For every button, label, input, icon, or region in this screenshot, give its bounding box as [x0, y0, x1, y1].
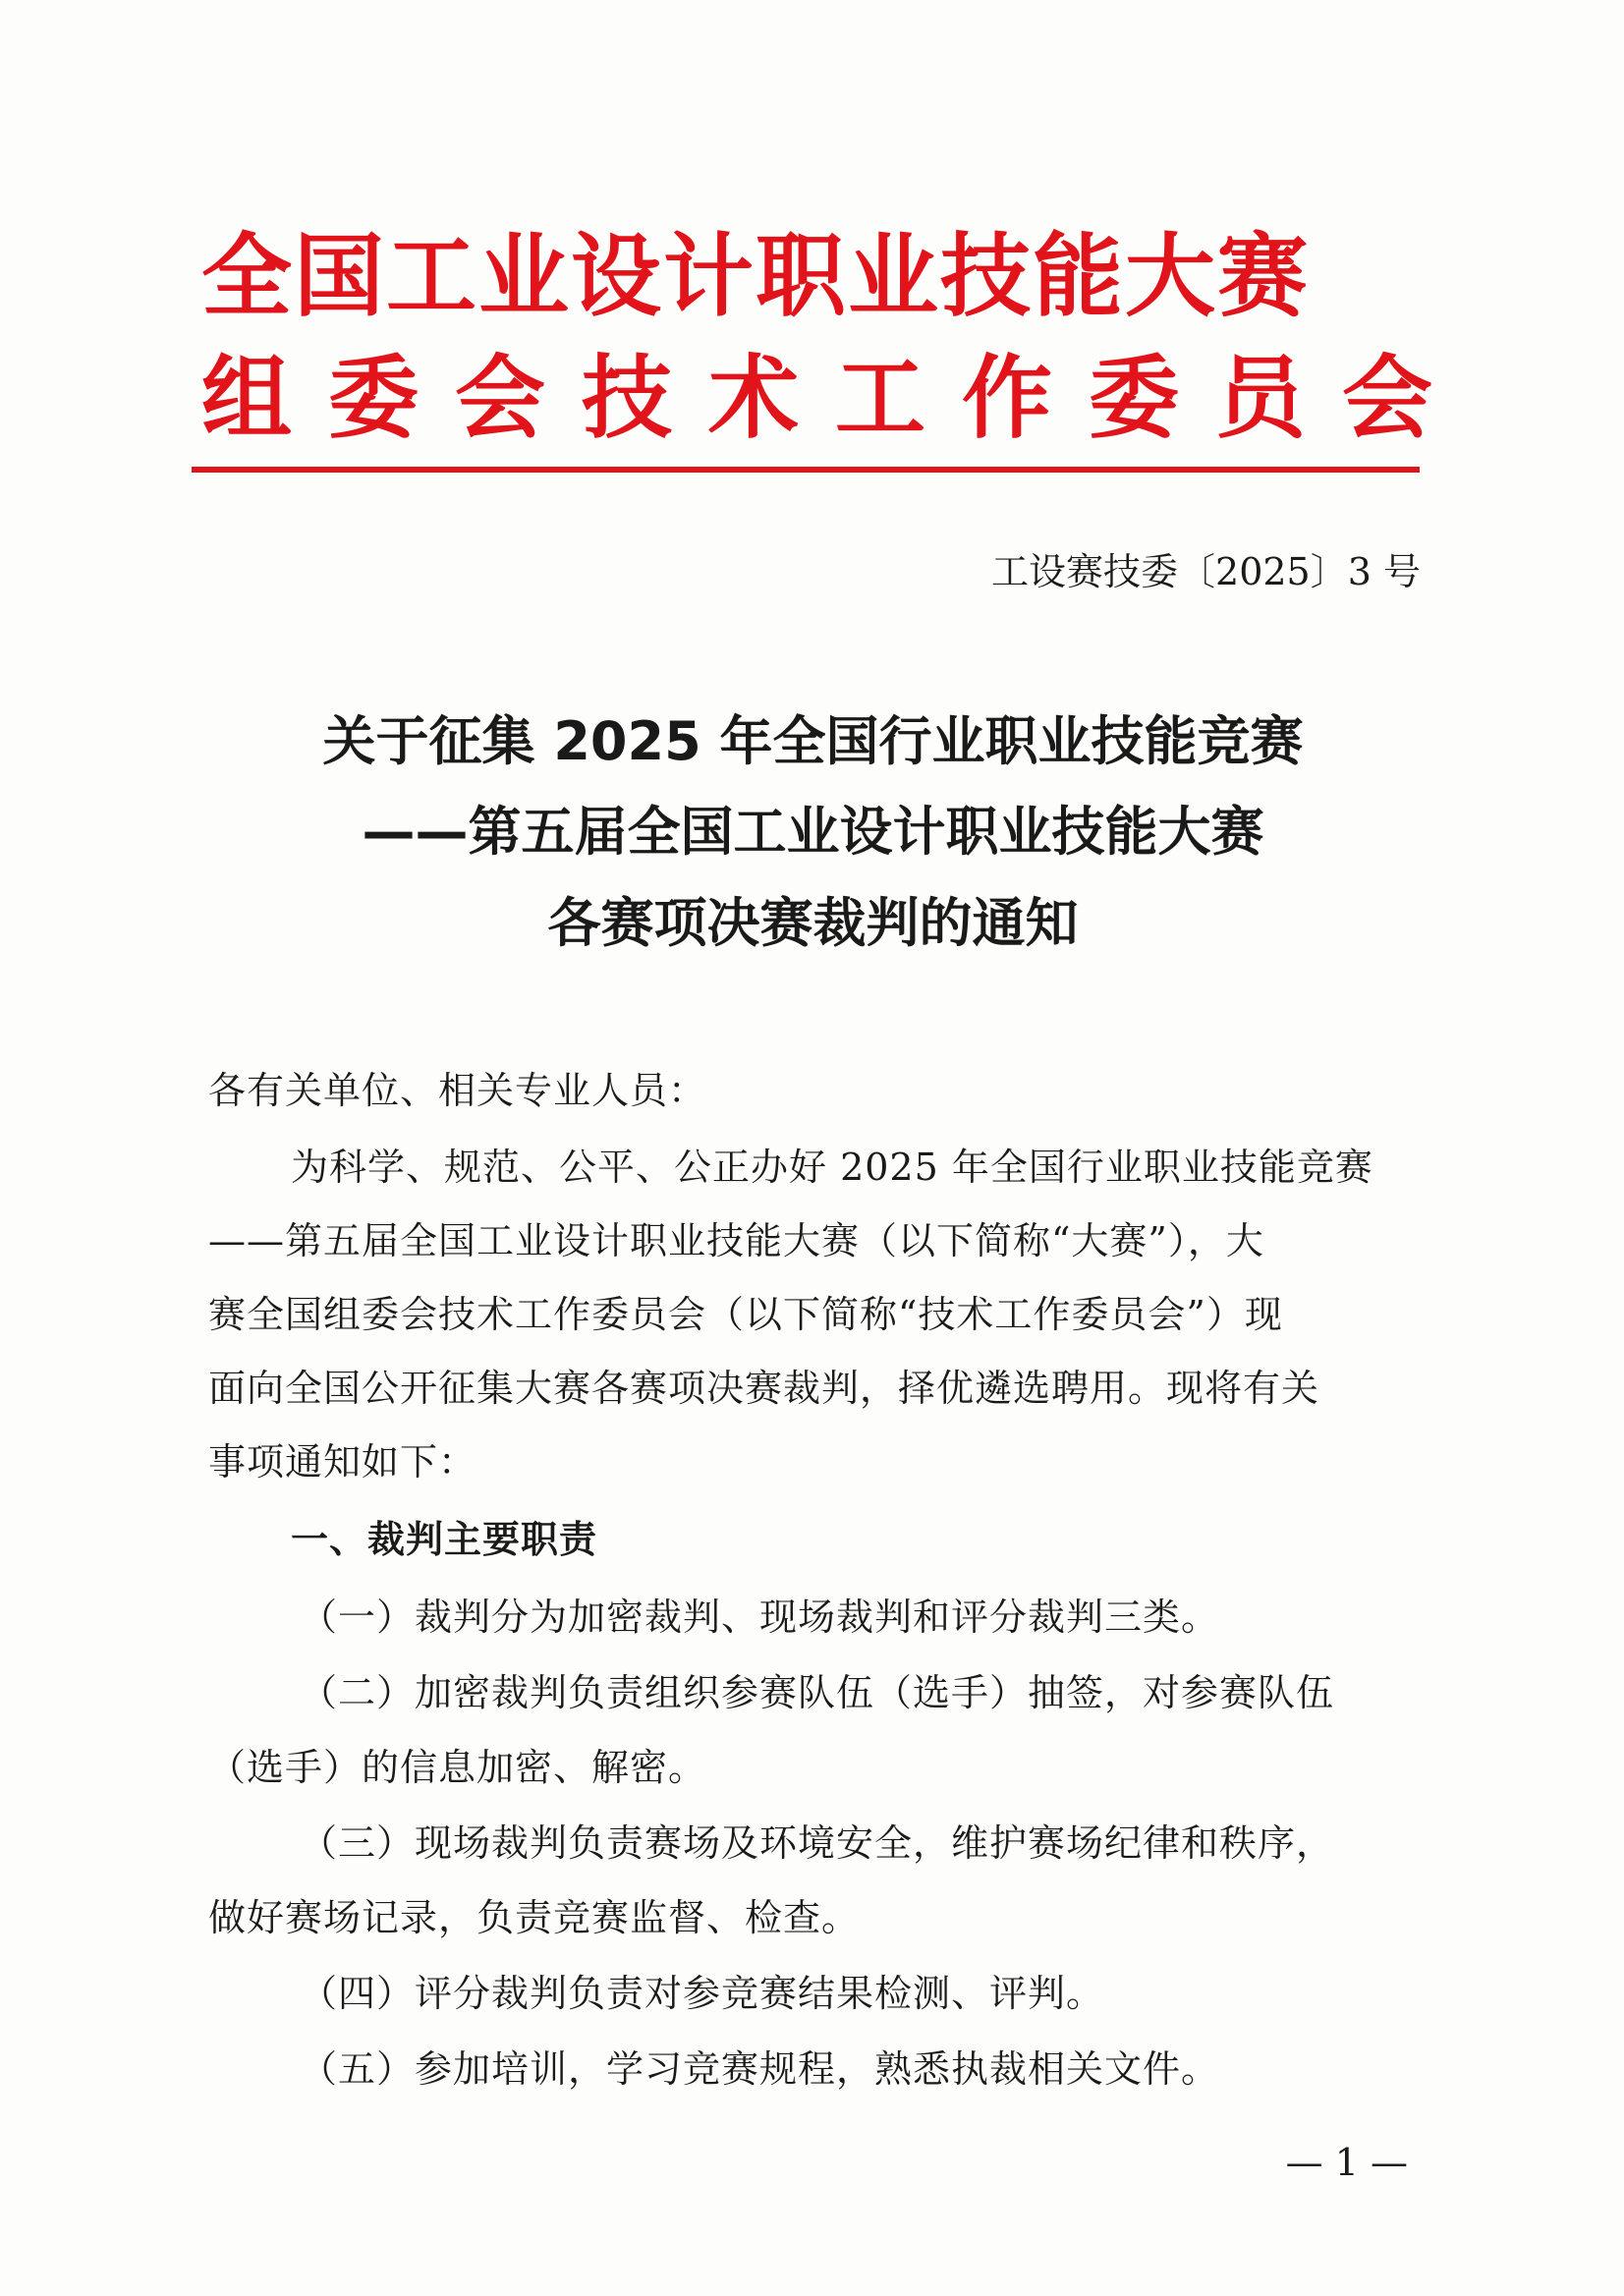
salutation: 各有关单位、相关专业人员： [208, 1069, 707, 1112]
intro-line: 面向全国公开征集大赛各赛项决赛裁判，择优遴选聘用。现将有关 [208, 1367, 1320, 1410]
document-title-line-2: ——第五届全国工业设计职业技能大赛 [362, 801, 1264, 863]
section-heading: 一、裁判主要职责 [291, 1518, 598, 1561]
intro-line: 事项通知如下： [208, 1440, 477, 1484]
page-number: — 1 — [1285, 2141, 1408, 2184]
intro-line: 赛全国组委会技术工作委员会（以下简称“技术工作委员会”）现 [208, 1293, 1283, 1336]
section-item: （一）裁判分为加密裁判、现场裁判和评分裁判三类。 [300, 1596, 1220, 1639]
intro-line: ——第五届全国工业设计职业技能大赛（以下简称“大赛”），大 [208, 1219, 1264, 1262]
section-item: （三）现场裁判负责赛场及环境安全，维护赛场纪律和秩序， [300, 1821, 1335, 1865]
intro-line: 为科学、规范、公平、公正办好 2025 年全国行业职业技能竞赛 [291, 1146, 1373, 1189]
issuer-header-line-1: 全国工业设计职业技能大赛 [201, 224, 1311, 329]
document-title-line-1: 关于征集 2025 年全国行业职业技能竞赛 [322, 710, 1304, 772]
section-item: （四）评分裁判负责对参竞赛结果检测、评判。 [300, 1972, 1105, 2015]
section-item: （二）加密裁判负责组织参赛队伍（选手）抽签，对参赛队伍 [300, 1671, 1335, 1714]
issuer-header-line-2: 组委会技术工作委员会 [201, 346, 1470, 451]
document-number: 工设赛技委〔2025〕3 号 [991, 550, 1421, 593]
red-header-rule [192, 467, 1420, 473]
section-item: （选手）的信息加密、解密。 [208, 1746, 707, 1789]
document-title-line-3: 各赛项决赛裁判的通知 [547, 892, 1079, 954]
section-item: 做好赛场记录，负责竞赛监督、检查。 [208, 1896, 861, 1939]
section-item: （五）参加培训，学习竞赛规程，熟悉执裁相关文件。 [300, 2047, 1220, 2091]
